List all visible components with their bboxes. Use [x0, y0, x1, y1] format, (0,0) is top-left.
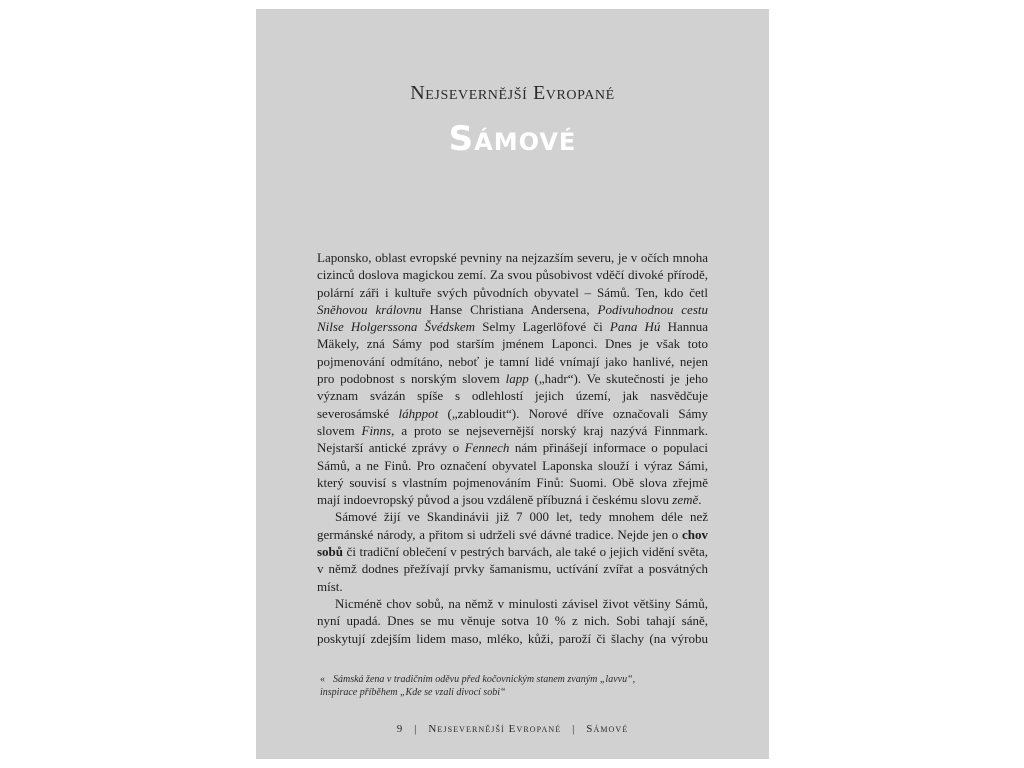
- bold-term: chov sobů: [317, 526, 708, 560]
- footer-chapter: Sámové: [586, 723, 629, 735]
- text-run: Nicméně chov sobů, na němž v minulosti závisel život většiny Sámů, nyní upadá. Dnes se mu věnuje sotva 10 % z nich. Sobi tahají sáně, poskytují zdejším lidem maso, mléko, kůži, paroží či šlachy (na výrobu: [317, 595, 708, 646]
- text-run: či tradiční oblečení v pestrých barvách, ale také o jejich vidění světa, v němž dodnes přežívají prvky šamanismu, uctívání zvířat a posvátných míst.: [317, 544, 708, 594]
- body-paragraph: [317, 249, 708, 508]
- italic-term: láhppot: [398, 405, 439, 421]
- caption-line-2: inspirace příběhem „Kde se vzali divocí sobi“: [320, 687, 506, 698]
- footer-separator: |: [414, 723, 418, 735]
- text-run: Selmy Lagerlöfové či: [475, 319, 610, 335]
- book-page: [256, 9, 769, 759]
- body-paragraph: [317, 508, 708, 594]
- text-run: , a proto se nejsevernější norský kraj nazývá Finnmark. Nejstarší antické zprávy o: [317, 422, 708, 456]
- body-paragraph: [317, 595, 708, 649]
- footer-separator: |: [572, 723, 576, 735]
- footer-section: Nejsevernější Evropané: [428, 723, 562, 735]
- text-run: („hadr“). Ve skutečnosti je jeho význam svázán spíše s odlehlostí jejich území, jak nasvědčuje severosámské: [317, 371, 708, 421]
- text-run: Sámové žijí ve Skandinávii již 7 000 let, tedy mnohem déle než germánské národy, a přitom si udrželi své dávné tradice. Nejde jen o: [317, 509, 708, 542]
- running-footer: [256, 723, 769, 735]
- image-caption: [320, 673, 720, 699]
- body-text: [317, 249, 708, 649]
- text-run: nám přinášejí informace o populaci Sámů, a ne Finů. Pro označení obyvatel Laponska slouží i výraz Sámi, který souvisí s vlastním pojmenováním Finů: Suomi. Obě slova zřejmě mají indoevropský původ a jsou vzdáleně příbuzná i českému slovu: [317, 440, 708, 508]
- text-run: Hanse Christiana Andersena,: [421, 301, 598, 317]
- italic-term: Fennech: [464, 440, 510, 456]
- italic-term: Finns: [361, 422, 392, 438]
- section-kicker: Nejsevernější Evropané: [410, 82, 615, 104]
- text-run: („zabloudit“). Norové dříve označovali Sámy slovem: [317, 405, 708, 438]
- caption-arrow-icon: «: [320, 674, 325, 685]
- text-run: Laponsko, oblast evropské pevniny na nejzazším severu, je v očích mnoha cizinců doslova magickou zemí. Za svou působivost vděčí divoké přírodě, polární záři i kultuře svých původních obyvatel – Sámů. Ten, kdo četl: [317, 250, 708, 300]
- italic-term: Podivuhodnou cestu Nilse Holgerssona Švédskem: [317, 301, 708, 335]
- chapter-title: Sámové: [448, 119, 577, 159]
- italic-term: Sněhovou královnu: [317, 301, 422, 317]
- caption-line-1: Sámská žena v tradičním oděvu před kočovnickým stanem zvaným „lavvu“,: [333, 674, 636, 685]
- italic-term: lapp: [505, 371, 529, 387]
- text-run: .: [698, 492, 702, 508]
- italic-term: země: [672, 492, 699, 508]
- italic-term: Pana Hú: [609, 319, 661, 335]
- text-run: Hannua Mäkely, zná Sámy pod starším jménem Laponci. Dnes je však toto pojmenování odmítáno, neboť je tamní lidé vnímají jako hanlivé, nejen pro podobnost s norským slovem: [317, 319, 708, 387]
- page-number: 9: [396, 723, 404, 735]
